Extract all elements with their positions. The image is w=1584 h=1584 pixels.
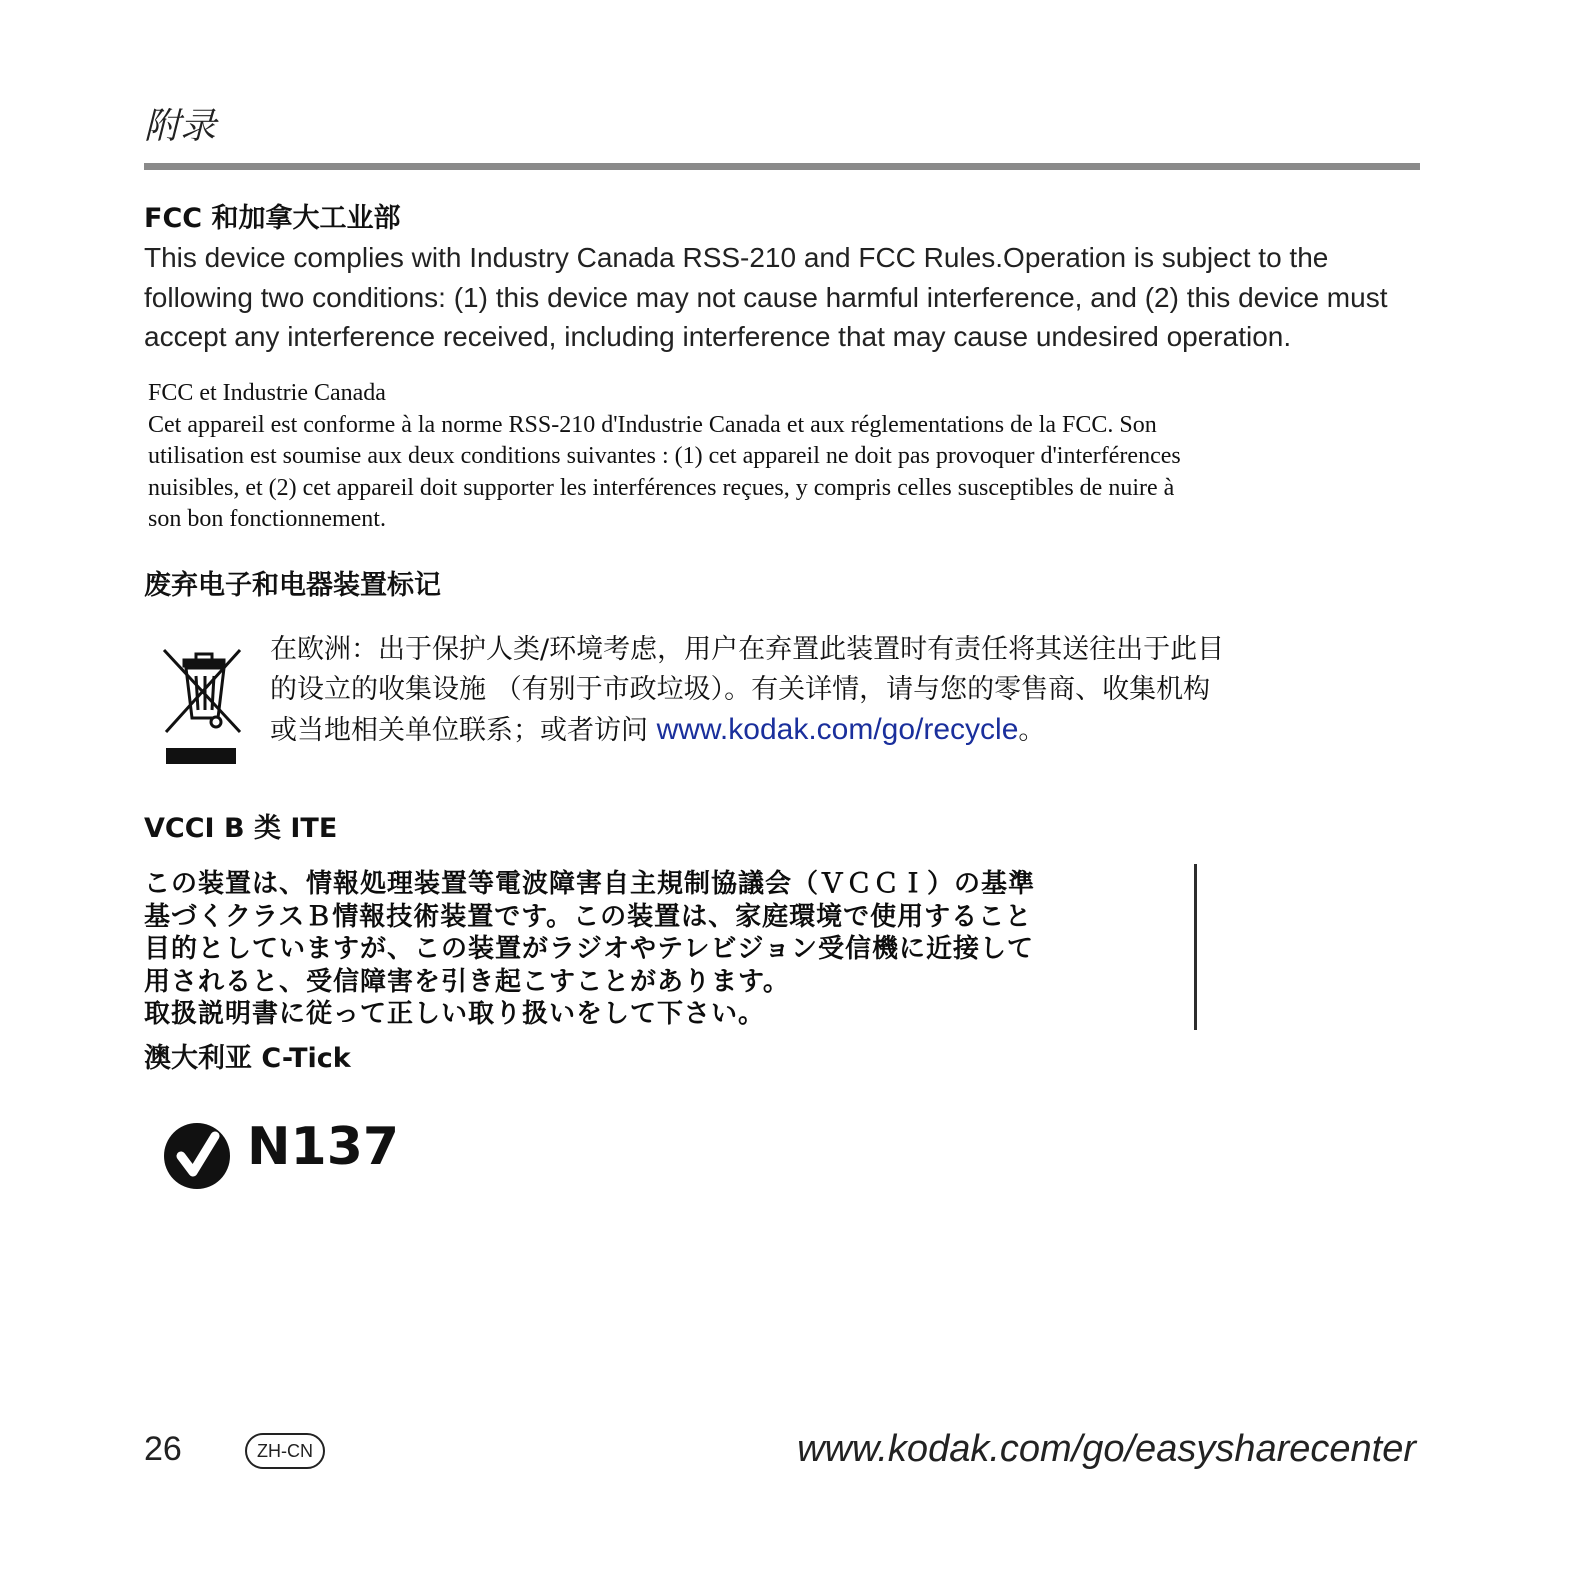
recycle-link[interactable]: www.kodak.com/go/recycle xyxy=(656,713,1019,746)
weee-heading: 废弃电子和电器装置标记 xyxy=(144,570,441,601)
title-rule xyxy=(144,163,1420,170)
fcc-french-heading: FCC et Industrie Canada xyxy=(148,380,386,406)
weee-line: 的设立的收集设施 （有别于市政垃圾）。有关详情，请与您的零售商、收集机构 xyxy=(270,674,1211,705)
vcci-vertical-rule xyxy=(1194,864,1197,1030)
ctick-code: N137 xyxy=(247,1117,400,1177)
vcci-line: 基づくクラスＢ情報技術装置です。この装置は、家庭環境で使用すること xyxy=(144,901,1033,932)
fcc-french-block xyxy=(148,378,1181,536)
page-title: 附录 xyxy=(144,106,217,147)
c-tick-icon xyxy=(163,1122,231,1190)
vcci-japanese-block xyxy=(144,868,1164,1031)
fcc-body-line: This device complies with Industry Canada RSS-210 and FCC Rules.Operation is subject to the xyxy=(144,242,1329,273)
vcci-line: この装置は、情報処理装置等電波障害自主規制協議会（ＶＣＣＩ）の基準 xyxy=(144,869,1036,899)
weee-line xyxy=(270,710,1224,751)
fcc-french-line: nuisibles, et (2) cet appareil doit supporter les interférences reçues, y compris celles susceptibles de nuire à xyxy=(148,474,1175,501)
fcc-body-line: accept any interference received, including interference that may cause undesired operation. xyxy=(144,321,1292,352)
fcc-heading: FCC 和加拿大工业部 xyxy=(144,203,401,234)
vcci-line: 用されると、受信障害を引き起こすことがあります。 xyxy=(144,966,790,997)
fcc-body xyxy=(144,238,1434,357)
vcci-line: 取扱説明書に従って正しい取り扱いをして下さい。 xyxy=(144,999,766,1029)
weee-line-suffix: 。 xyxy=(1018,715,1046,746)
language-badge: ZH-CN xyxy=(245,1433,325,1469)
weee-line: 在欧洲：出于保护人类/环境考虑，用户在弃置此装置时有责任将其送往出于此目 xyxy=(270,634,1225,665)
page-number: 26 xyxy=(144,1430,182,1468)
fcc-french-line: Cet appareil est conforme à la norme RSS-210 d'Industrie Canada et aux réglementations de la FCC. Son xyxy=(148,411,1157,438)
crossed-bin-icon xyxy=(160,640,248,768)
weee-text xyxy=(270,630,1224,751)
footer-url[interactable]: www.kodak.com/go/easysharecenter xyxy=(797,1428,1416,1470)
vcci-line: 目的としていますが、この装置がラジオやテレビジョン受信機に近接して xyxy=(144,934,1034,964)
weee-line-prefix: 或当地相关单位联系；或者访问 xyxy=(270,715,657,746)
fcc-french-line: utilisation est soumise aux deux conditions suivantes : (1) cet appareil ne doit pas provoquer d'interférences xyxy=(148,443,1181,469)
fcc-body-line: following two conditions: (1) this device may not cause harmful interference, and (2) this device must xyxy=(144,281,1388,313)
fcc-french-line: son bon fonctionnement. xyxy=(148,506,386,532)
ctick-heading: 澳大利亚 C-Tick xyxy=(144,1043,351,1074)
vcci-heading: VCCI B 类 ITE xyxy=(144,813,338,844)
